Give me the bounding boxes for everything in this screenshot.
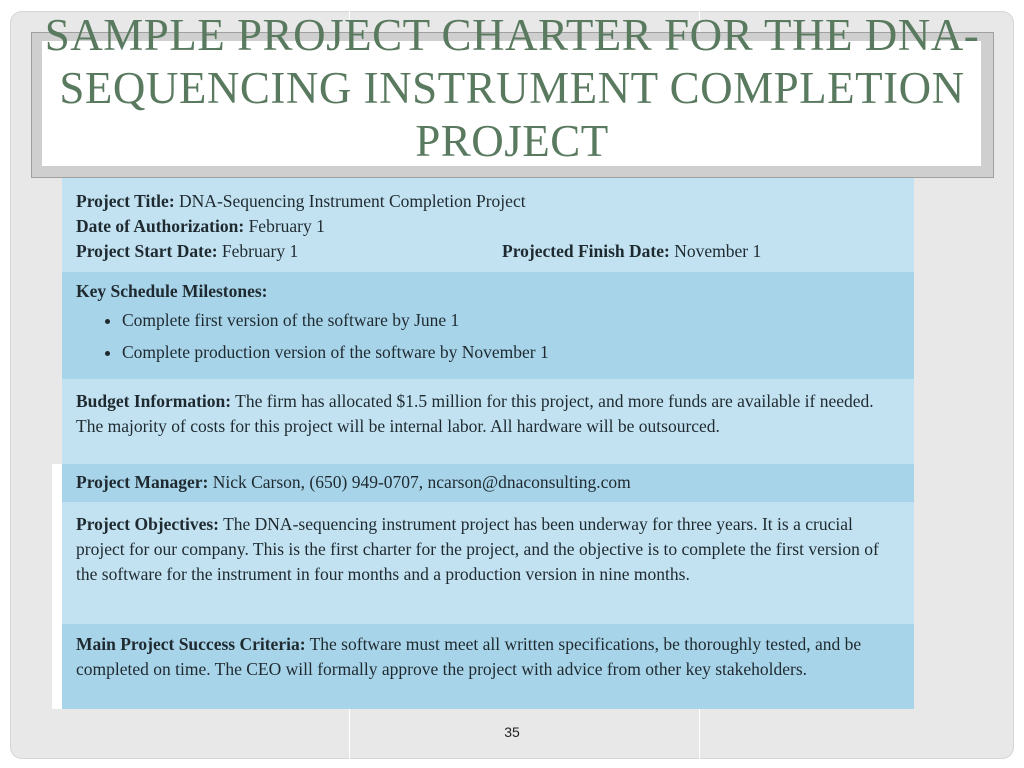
start-date <box>76 239 502 264</box>
project-title-value: DNA-Sequencing Instrument Completion Project <box>179 191 526 211</box>
section-project-info <box>62 178 914 272</box>
project-manager-label: Project Manager: <box>76 472 209 492</box>
objectives-label: Project Objectives: <box>76 514 220 534</box>
milestone-item: • Complete production version of the software by November 1 <box>122 336 900 368</box>
budget-label: Budget Information: <box>76 391 232 411</box>
finish-date <box>502 239 761 264</box>
project-title-label: Project Title: <box>76 191 175 211</box>
success-criteria-label: Main Project Success Criteria: <box>76 634 306 654</box>
page-number: 35 <box>504 724 520 740</box>
section-project-manager <box>62 464 914 502</box>
project-title-line <box>76 189 900 214</box>
milestones-list <box>76 304 900 368</box>
section-budget <box>62 379 914 464</box>
authorization-value: February 1 <box>248 216 325 236</box>
budget-text: The firm has allocated $1.5 million for this project, and more funds are available if needed. The majority of costs for this project will be internal labor. All hardware will be outsourced. <box>76 391 874 436</box>
milestones-label: Key Schedule Milestones: <box>76 281 268 301</box>
success-criteria-text: The software must meet all written specifications, be thoroughly tested, and be completed on time. The CEO will formally approve the project with advice from other key stakeholders. <box>76 634 862 679</box>
dates-line <box>76 239 900 264</box>
finish-date-value: November 1 <box>674 241 762 261</box>
start-date-label: Project Start Date: <box>76 241 218 261</box>
section-success-criteria <box>62 624 914 709</box>
section-objectives <box>62 502 914 624</box>
project-manager-text: Nick Carson, (650) 949-0707, ncarson@dnaconsulting.com <box>212 472 631 492</box>
project-charter-table <box>62 178 914 709</box>
start-date-value: February 1 <box>221 241 299 261</box>
slide-title: SAMPLE PROJECT CHARTER FOR THE DNA-SEQUENCING INSTRUMENT COMPLETION PROJECT <box>44 10 980 166</box>
finish-date-label: Projected Finish Date: <box>502 241 670 261</box>
authorization-line <box>76 214 900 239</box>
milestone-item: • Complete first version of the software by June 1 <box>122 304 900 336</box>
authorization-label: Date of Authorization: <box>76 216 245 236</box>
objectives-text: The DNA-sequencing instrument project has been underway for three years. It is a crucial project for our company. This is the first charter for the project, and the objective is to complete the first version of the software for the instrument in four months and a production version in nine months. <box>76 514 879 584</box>
section-milestones <box>62 272 914 379</box>
